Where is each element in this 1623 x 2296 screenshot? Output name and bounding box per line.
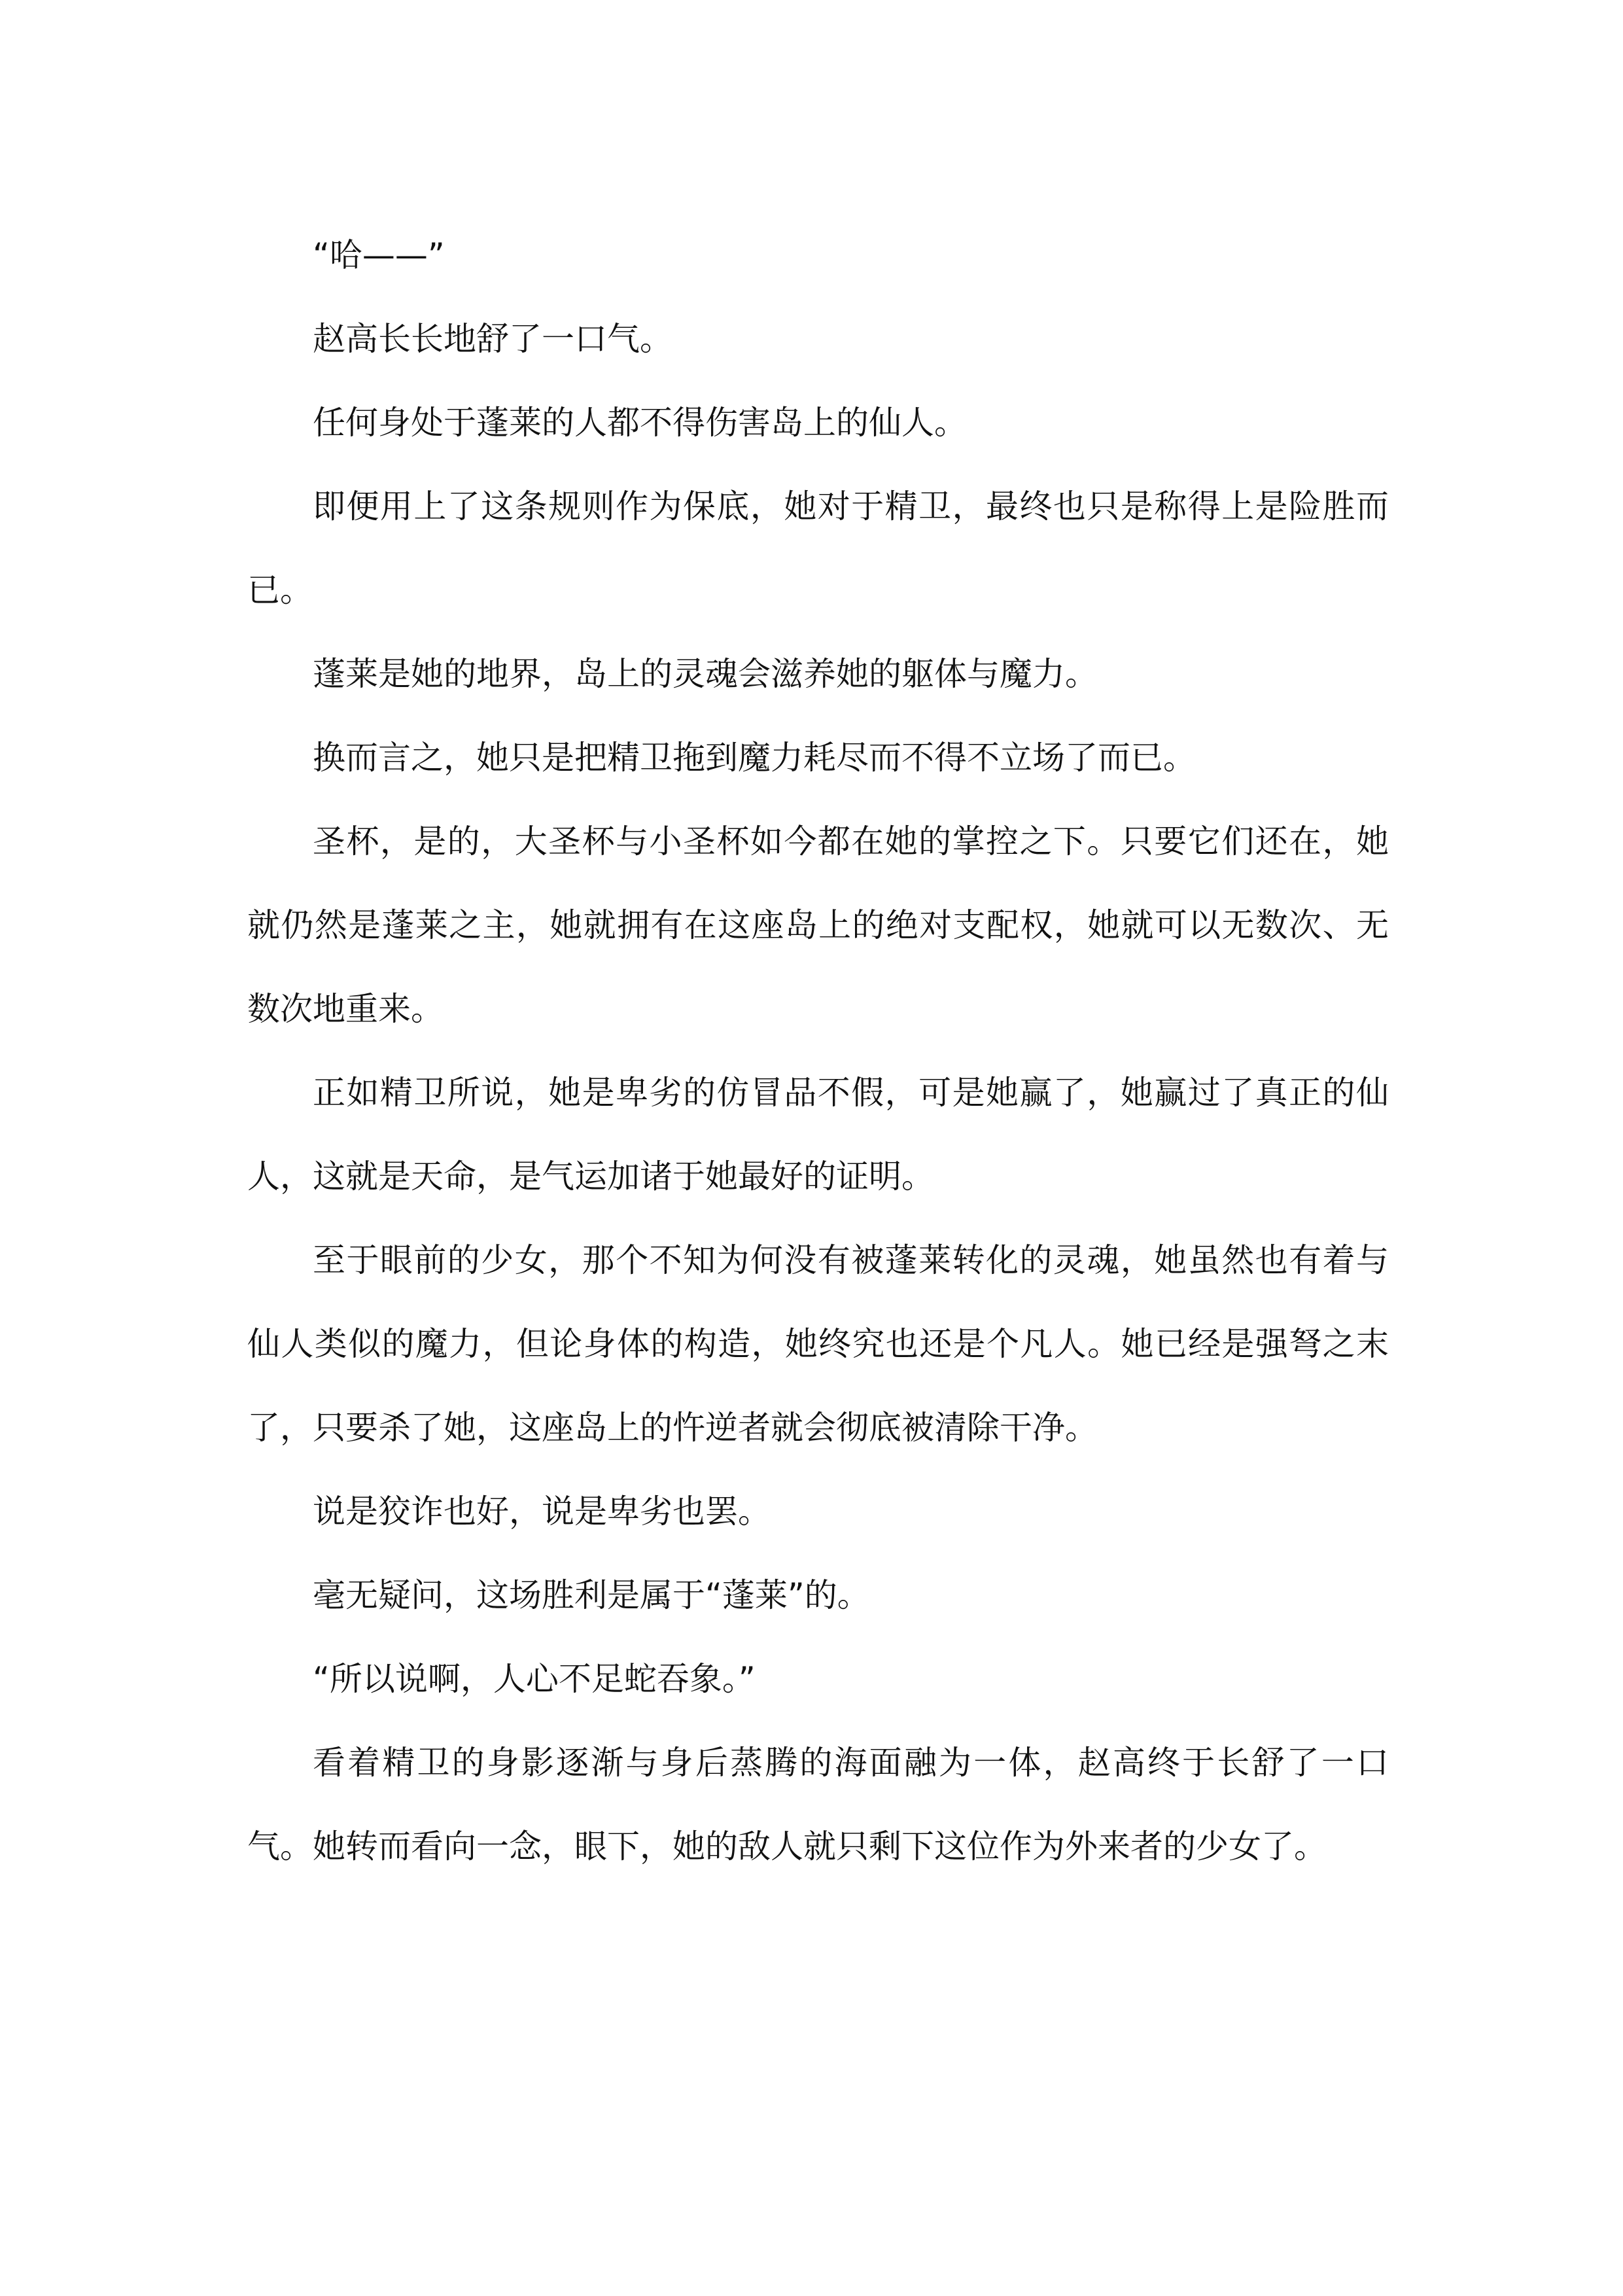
paragraph: 换而言之，她只是把精卫拖到魔力耗尽而不得不立场了而已。	[313, 739, 1196, 777]
paragraph: “所以说啊，人心不足蛇吞象。”	[313, 1660, 756, 1698]
paragraph: 任何身处于蓬莱的人都不得伤害岛上的仙人。	[313, 404, 967, 442]
paragraph: 赵高长长地舒了一口气。	[313, 320, 672, 358]
paragraph: “哈——”	[313, 236, 445, 274]
paragraph: 圣杯，是的，大圣杯与小圣杯如今都在她的掌控之下。只要它们还在，她就仍然是蓬莱之主，她就拥有在这座岛上的绝对支配权，她就可以无数次、无数次地重来。	[247, 822, 1389, 1028]
paragraph: 即便用上了这条规则作为保底，她对于精卫，最终也只是称得上是险胜而已。	[247, 487, 1389, 609]
paragraph: 正如精卫所说，她是卑劣的仿冒品不假，可是她赢了，她赢过了真正的仙人，这就是天命，是气运加诸于她最好的证明。	[247, 1074, 1389, 1195]
paragraph: 至于眼前的少女，那个不知为何没有被蓬莱转化的灵魂，她虽然也有着与仙人类似的魔力，但论身体的构造，她终究也还是个凡人。她已经是强弩之末了，只要杀了她，这座岛上的忤逆者就会彻底被清除干净。	[247, 1241, 1389, 1447]
paragraph: 蓬莱是她的地界，岛上的灵魂会滋养她的躯体与魔力。	[313, 655, 1098, 693]
paragraph: 毫无疑问，这场胜利是属于“蓬莱”的。	[313, 1576, 870, 1614]
paragraph: 看着精卫的身影逐渐与身后蒸腾的海面融为一体，赵高终于长舒了一口气。她转而看向一念，眼下，她的敌人就只剩下这位作为外来者的少女了。	[247, 1744, 1389, 1865]
paragraph: 说是狡诈也好，说是卑劣也罢。	[313, 1492, 771, 1530]
body-text	[247, 213, 1389, 1888]
